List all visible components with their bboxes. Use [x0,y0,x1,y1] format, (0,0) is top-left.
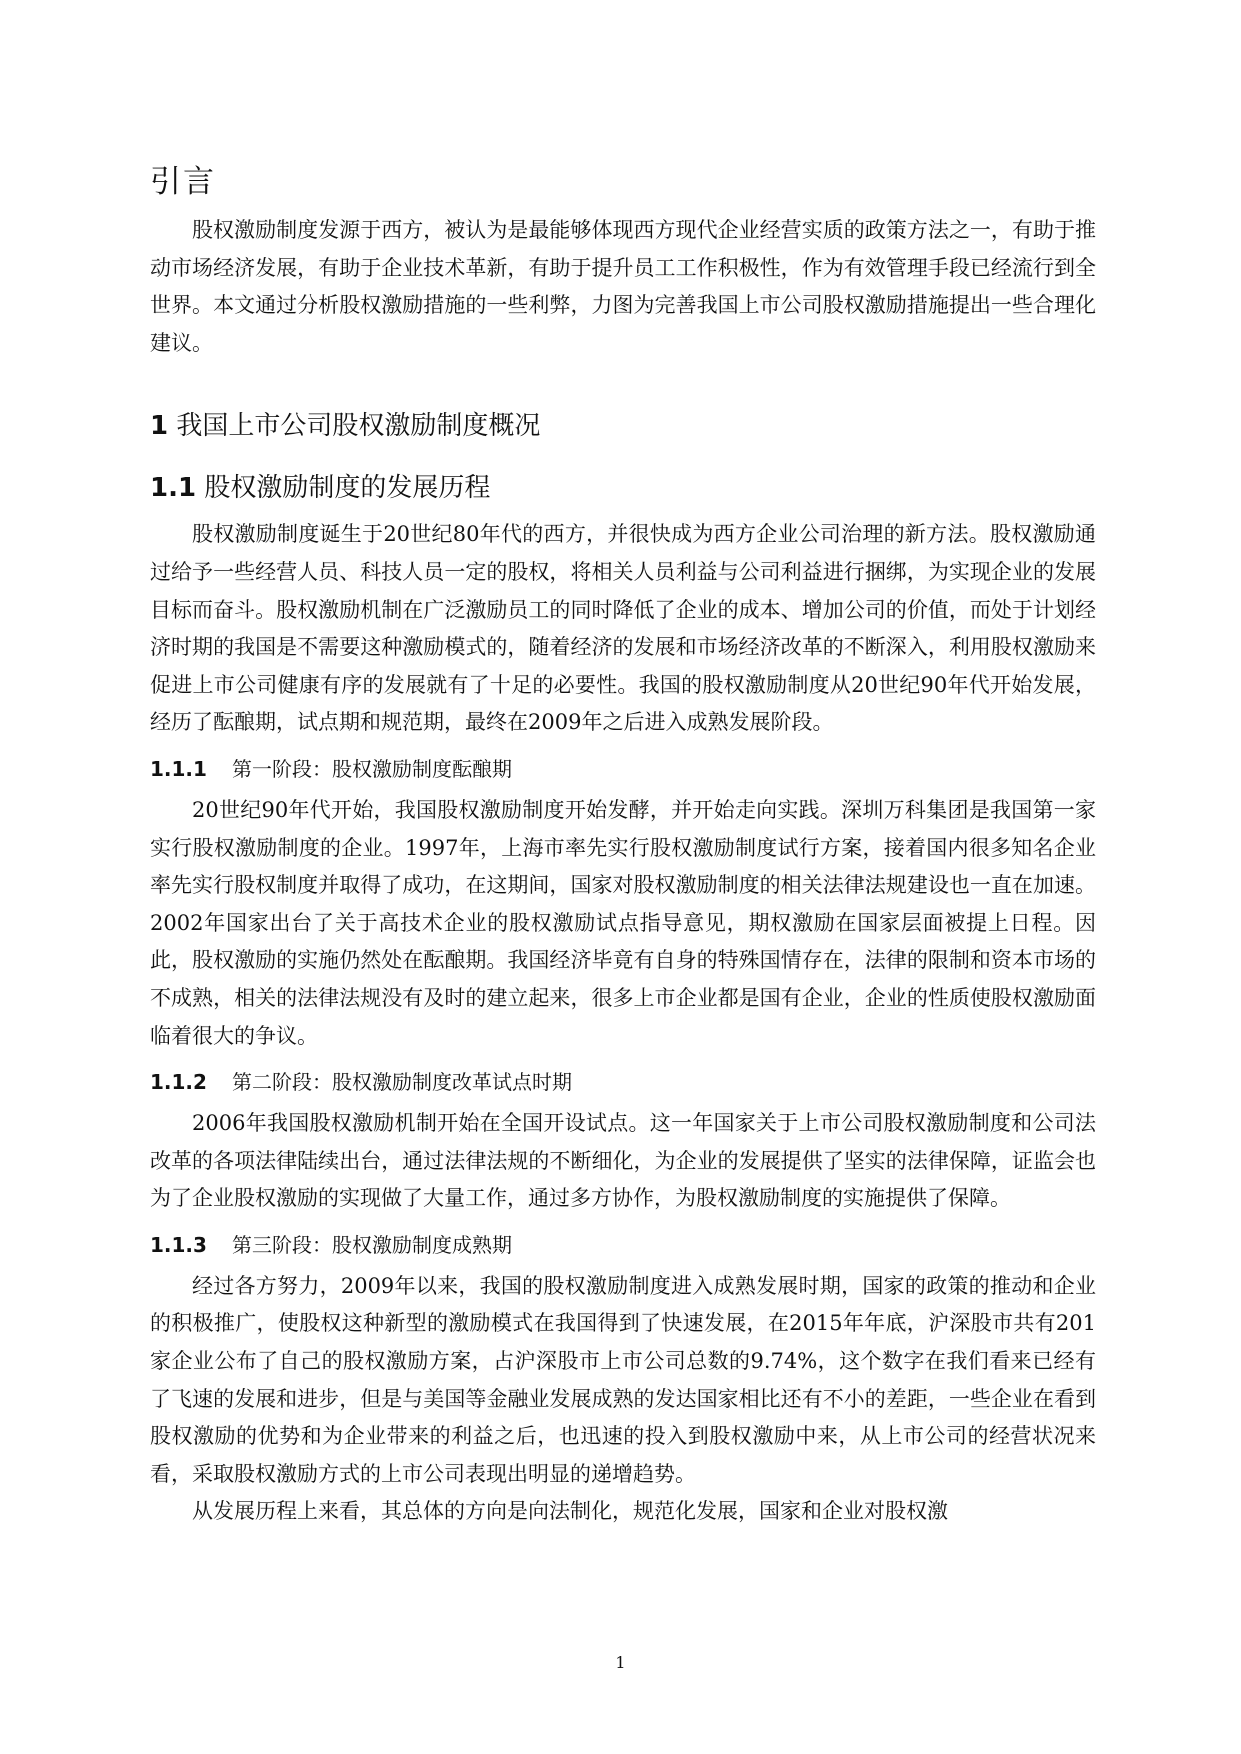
section-1-1-2-heading [150,1065,1096,1099]
section-1-1-heading [150,468,1096,508]
section-1-1-2-title: 第二阶段：股权激励制度改革试点时期 [232,1070,572,1095]
section-1-1-paragraph: 股权激励制度诞生于20世纪80年代的西方，并很快成为西方企业公司治理的新方法。股权激励通过给予一些经营人员、科技人员一定的股权，将相关人员利益与公司利益进行捆绑，为实现企业的发展目标而奋斗。股权激励机制在广泛激励员工的同时降低了企业的成本、增加公司的价值，而处于计划经济时期的我国是不需要这种激励模式的，随着经济的发展和市场经济改革的不断深入，利用股权激励来促进上市公司健康有序的发展就有了十足的必要性。我国的股权激励制度从20世纪90年代开始发展，经历了酝酿期，试点期和规范期，最终在2009年之后进入成熟发展阶段。 [150,522,1096,735]
section-1-1-3-heading [150,1228,1096,1262]
section-1-number: 1 [150,411,169,442]
intro-paragraph: 股权激励制度发源于西方，被认为是最能够体现西方现代企业经营实质的政策方法之一，有助于推动市场经济发展，有助于企业技术革新，有助于提升员工工作积极性，作为有效管理手段已经流行到全世界。本文通过分析股权激励措施的一些利弊，力图为完善我国上市公司股权激励措施提出一些合理化建议。 [150,218,1096,355]
section-1-1-3-paragraph-1: 经过各方努力，2009年以来，我国的股权激励制度进入成熟发展时期，国家的政策的推动和企业的积极推广，使股权这种新型的激励模式在我国得到了快速发展，在2015年年底，沪深股市共有201家企业公布了自己的股权激励方案，占沪深股市上市公司总数的9.74%，这个数字在我们看来已经有了飞速的发展和进步，但是与美国等金融业发展成熟的发达国家相比还有不小的差距，一些企业在看到股权激励的优势和为企业带来的利益之后，也迅速的投入到股权激励中来，从上市公司的经营状况来看，采取股权激励方式的上市公司表现出明显的递增趋势。 [150,1273,1096,1486]
section-1-title: 我国上市公司股权激励制度概况 [176,411,541,442]
section-1-1-1-paragraph: 20世纪90年代开始，我国股权激励制度开始发酵，并开始走向实践。深圳万科集团是我国第一家实行股权激励制度的企业。1997年，上海市率先实行股权激励制度试行方案，接着国内很多知名企业率先实行股权制度并取得了成功，在这期间，国家对股权激励制度的相关法律法规建设也一直在加速。2002年国家出台了关于高技术企业的股权激励试点指导意见，期权激励在国家层面被提上日程。因此，股权激励的实施仍然处在酝酿期。我国经济毕竟有自身的特殊国情存在，法律的限制和资本市场的不成熟，相关的法律法规没有及时的建立起来，很多上市企业都是国有企业，企业的性质使股权激励面临着很大的争议。 [150,797,1096,1048]
section-1-heading [150,406,1096,446]
section-1-1-2-number: 1.1.2 [150,1070,207,1095]
intro-heading: 引言 [150,164,216,200]
page-number: 1 [615,1653,626,1672]
section-1-1-1-title: 第一阶段：股权激励制度酝酿期 [232,756,512,781]
section-1-1-3-title: 第三阶段：股权激励制度成熟期 [232,1232,512,1257]
section-1-1-1-heading [150,752,1096,786]
section-1-1-2-paragraph: 2006年我国股权激励机制开始在全国开设试点。这一年国家关于上市公司股权激励制度和公司法改革的各项法律陆续出台，通过法律法规的不断细化，为企业的发展提供了坚实的法律保障，证监会也为了企业股权激励的实现做了大量工作，通过多方协作，为股权激励制度的实施提供了保障。 [150,1111,1096,1211]
section-1-1-title: 股权激励制度的发展历程 [204,473,491,504]
section-1-1-1-number: 1.1.1 [150,756,207,781]
section-1-1-number: 1.1 [150,473,197,504]
section-1-1-3-paragraph-2: 从发展历程上来看，其总体的方向是向法制化，规范化发展，国家和企业对股权激 [192,1499,948,1524]
section-1-1-3-number: 1.1.3 [150,1232,207,1257]
page-content [150,160,1096,1531]
